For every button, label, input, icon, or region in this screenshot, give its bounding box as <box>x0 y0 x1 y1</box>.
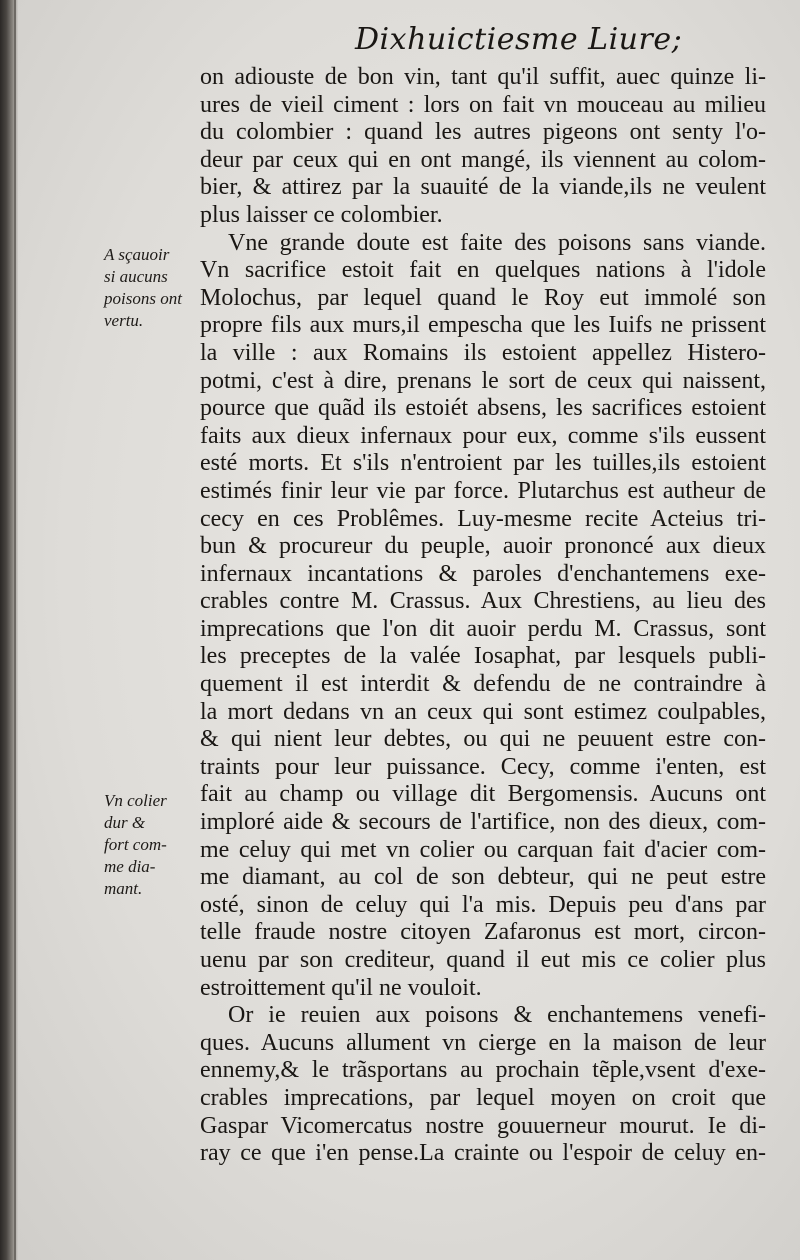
margin-note-line: dur & <box>104 813 146 832</box>
text-line: uenu par son crediteur, quand il eut mis ce colier plus <box>200 947 766 973</box>
margin-note-2 <box>104 790 196 900</box>
text-line: Or ie reuien aux poisons & enchantemens venefi- <box>228 1002 766 1029</box>
text-line: potmi, c'est à dire, prenans le sort de ceux qui naissent, <box>200 367 766 394</box>
text-line: les preceptes de la valée Iosaphat, par lesquels publi- <box>200 643 766 670</box>
text-line: on adiouste de bon vin, tant qu'il suffit, auec quinze li- <box>200 64 766 90</box>
text-line: du colombier : quand les autres pigeons ont senty l'o- <box>200 119 766 146</box>
text-line: plus laisser ce colombier. <box>200 201 443 228</box>
paragraph-3 <box>200 1002 780 1168</box>
text-line: crables imprecations, par lequel moyen on croit que <box>200 1084 766 1111</box>
text-line: faits aux dieux infernaux pour eux, comme s'ils eussent <box>200 422 766 449</box>
text-line: estimés finir leur vie par force. Plutarchus est autheur de <box>200 477 766 504</box>
text-line: me diamant, au col de son debteur, qui ne peut estre <box>200 864 766 891</box>
text-line: la mort dedans vn an ceux qui sont estimez coulpables, <box>200 698 766 725</box>
margin-note-line: Vn colier <box>104 791 167 810</box>
margin-note-line: mant. <box>104 879 143 898</box>
text-line: crables contre M. Crassus. Aux Chrestiens, au lieu des <box>200 588 766 615</box>
margin-note-1 <box>104 244 196 332</box>
text-line: Gaspar Vicomercatus nostre gouuerneur mourut. Ie di- <box>200 1112 766 1139</box>
margin-note-line: si aucuns <box>104 267 168 286</box>
running-head: Dixhuictiesme Liure; <box>355 22 683 57</box>
text-line: me celuy qui met vn colier ou carquan fait d'acier com- <box>200 836 766 863</box>
text-line: telle fraude nostre citoyen Zafaronus est mort, circon- <box>200 919 766 946</box>
text-line: quement il est interdit & defendu de ne contraindre à <box>200 671 766 698</box>
text-line: cecy en ces Problêmes. Luy-mesme recite Acteius tri- <box>200 505 766 532</box>
text-line: Vn sacrifice estoit fait en quelques nations à l'idole <box>200 257 766 284</box>
paragraph-1 <box>200 64 780 230</box>
text-line: bun & procureur du peuple, auoir prononcé aux dieux <box>200 533 766 560</box>
text-line: deur par ceux qui en ont mangé, ils viennent au colom- <box>200 146 766 173</box>
text-line: ennemy,& le trãsportans au prochain tẽple,vsent d'exe- <box>200 1057 766 1084</box>
text-line: ures de vieil ciment : lors on fait vn mouceau au milieu <box>200 91 766 118</box>
text-line: & qui nient leur debtes, ou qui ne peuuent estre con- <box>200 726 766 753</box>
text-line: osté, sinon de celuy qui l'a mis. Depuis peu d'ans par <box>200 891 766 918</box>
margin-note-line: A sçauoir <box>104 245 170 264</box>
text-line: la ville : aux Romains ils estoient appellez Histero- <box>200 339 766 366</box>
text-line: Vne grande doute est faite des poisons sans viande. <box>228 229 766 256</box>
text-line: traints pour leur puissance. Cecy, comme i'enten, est <box>200 753 766 780</box>
text-line: fait au champ ou village dit Bergomensis. Aucuns ont <box>200 781 766 808</box>
text-line: ray ce que i'en pense.La crainte ou l'espoir de celuy en- <box>200 1140 766 1167</box>
paragraph-2 <box>200 230 780 1003</box>
margin-note-line: poisons ont <box>104 289 182 308</box>
text-line: Molochus, par lequel quand le Roy eut immolé son <box>200 284 766 311</box>
text-line: propre fils aux murs,il empescha que les Iuifs ne prissent <box>200 312 766 339</box>
text-line: esté morts. Et s'ils n'entroient par les tuilles,ils estoient <box>200 450 766 477</box>
text-line: ques. Aucuns allument vn cierge en la maison de leur <box>200 1029 766 1056</box>
text-line: infernaux incantations & paroles d'enchantemens exe- <box>200 560 766 587</box>
margin-note-line: me dia- <box>104 857 156 876</box>
margin-note-line: fort com- <box>104 835 167 854</box>
text-line: imploré aide & secours de l'artifice, non des dieux, com- <box>200 809 766 836</box>
gutter-edge <box>14 0 16 1260</box>
text-line: estroittement qu'il ne vouloit. <box>200 974 482 1001</box>
margin-note-line: vertu. <box>104 311 144 330</box>
main-text-column <box>200 64 780 1168</box>
text-line: bier, & attirez par la suauité de la viande,ils ne veulent <box>200 174 766 201</box>
text-line: imprecations que l'on dit auoir perdu M. Crassus, sont <box>200 615 766 642</box>
text-line: pource que quãd ils estoiét absens, les sacrifices estoient <box>200 395 766 422</box>
